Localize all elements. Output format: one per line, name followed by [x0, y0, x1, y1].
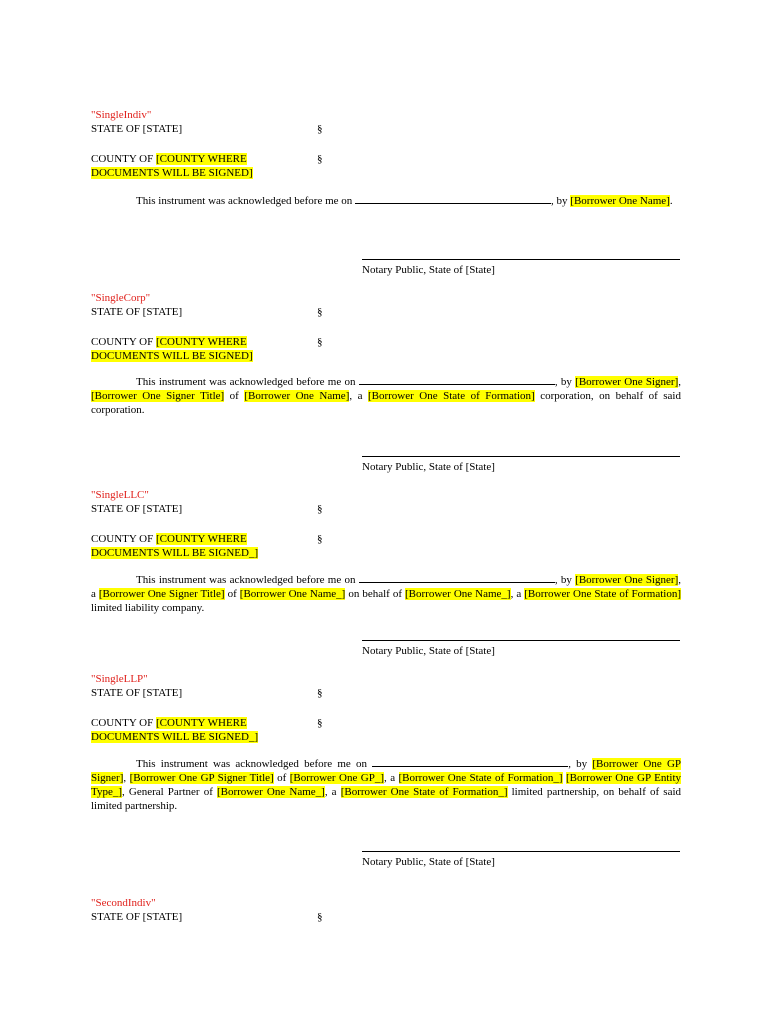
county-placeholder-2: DOCUMENTS WILL BE SIGNED] — [91, 167, 253, 179]
placeholder-field: [Borrower One Signer Title] — [91, 390, 225, 402]
placeholder-field: [Borrower One Signer] — [575, 376, 679, 388]
paragraph-text: , a — [324, 786, 341, 798]
county-placeholder-1: [COUNTY WHERE — [156, 153, 247, 165]
block-tag: "SingleIndiv" — [91, 109, 152, 121]
paragraph-text: This instrument was acknowledged before me on — [136, 758, 373, 770]
placeholder-field: [Borrower One State of Formation] — [367, 390, 535, 402]
signature-line — [362, 259, 680, 260]
placeholder-field: [Borrower One GP_] — [289, 772, 384, 784]
notary-caption: Notary Public, State of [State] — [362, 856, 495, 868]
paragraph-text: , by — [551, 195, 571, 207]
placeholder-field: [Borrower One GP Signer] — [91, 758, 682, 784]
ack-paragraph — [91, 757, 681, 813]
paragraph-text: of — [224, 588, 240, 600]
paragraph-text: , a — [349, 390, 368, 402]
block-tag: "SingleLLC" — [91, 489, 149, 501]
placeholder-field: [Borrower One State of Formation] — [524, 588, 682, 600]
state-line: STATE OF [STATE] — [91, 306, 183, 318]
notary-caption: Notary Public, State of [State] — [362, 645, 495, 657]
block-tag: "SingleCorp" — [91, 292, 151, 304]
paragraph-text: , a — [91, 574, 682, 600]
block-tag: "SecondIndiv" — [91, 897, 156, 909]
state-row — [91, 305, 681, 319]
paragraph-text: of — [273, 772, 290, 784]
date-blank-line — [359, 573, 555, 583]
section-sign: § — [317, 911, 323, 923]
paragraph-text: This instrument was acknowledged before me on — [136, 376, 359, 388]
signature-line — [362, 851, 680, 852]
paragraph-text: . — [669, 195, 673, 207]
paragraph-text: , — [123, 772, 130, 784]
date-blank-line — [359, 375, 555, 385]
paragraph-text: limited liability company. — [91, 602, 205, 614]
county-prefix: COUNTY OF — [91, 717, 156, 729]
section-sign: § — [317, 717, 323, 729]
notary-signature-block — [362, 259, 680, 277]
section-sign: § — [317, 306, 323, 318]
state-row — [91, 686, 681, 700]
ack-block-single-llp — [91, 672, 681, 813]
block-tag: "SingleLLP" — [91, 673, 148, 685]
paragraph-text: This instrument was acknowledged before me on — [136, 574, 359, 586]
placeholder-field: [Borrower One Name_] — [216, 786, 325, 798]
county-row — [91, 716, 681, 744]
state-line: STATE OF [STATE] — [91, 503, 183, 515]
signature-line — [362, 456, 680, 457]
paragraph-text: corporation, on behalf of said corporation. — [91, 390, 681, 416]
placeholder-field: [Borrower One Signer] — [575, 574, 679, 586]
notary-caption: Notary Public, State of [State] — [362, 461, 495, 473]
date-blank-line — [372, 757, 568, 767]
county-row — [91, 532, 681, 560]
placeholder-field: [Borrower One Name] — [570, 195, 670, 207]
notary-caption: Notary Public, State of [State] — [362, 264, 495, 276]
section-sign: § — [317, 153, 323, 165]
county-placeholder-1: [COUNTY WHERE — [156, 717, 247, 729]
paragraph-text: , — [678, 376, 682, 388]
signature-line — [362, 640, 680, 641]
paragraph-text: , a — [510, 588, 525, 600]
ack-paragraph — [91, 194, 681, 208]
state-line: STATE OF [STATE] — [91, 687, 183, 699]
section-sign: § — [317, 123, 323, 135]
ack-block-single-indiv — [91, 108, 681, 208]
placeholder-field: [Borrower One Name] — [244, 390, 350, 402]
paragraph-text: , by — [568, 758, 593, 770]
paragraph-text: , General Partner of — [122, 786, 217, 798]
county-placeholder-2: DOCUMENTS WILL BE SIGNED] — [91, 350, 253, 362]
state-line: STATE OF [STATE] — [91, 911, 183, 923]
county-placeholder-1: [COUNTY WHERE — [156, 533, 247, 545]
ack-block-single-llc — [91, 488, 681, 615]
paragraph-text: , by — [554, 376, 576, 388]
paragraph-text: This instrument was acknowledged before me on — [136, 195, 356, 207]
county-placeholder-2: DOCUMENTS WILL BE SIGNED_] — [91, 731, 259, 743]
notary-signature-block — [362, 456, 680, 474]
placeholder-field: [Borrower One State of Formation_] — [398, 772, 563, 784]
section-sign: § — [317, 687, 323, 699]
county-row — [91, 335, 681, 363]
county-prefix: COUNTY OF — [91, 533, 156, 545]
county-placeholder-1: [COUNTY WHERE — [156, 336, 247, 348]
section-sign: § — [317, 503, 323, 515]
placeholder-field: [Borrower One Name_] — [239, 588, 346, 600]
state-line: STATE OF [STATE] — [91, 123, 183, 135]
county-placeholder-2: DOCUMENTS WILL BE SIGNED_] — [91, 547, 259, 559]
placeholder-field: [Borrower One State of Formation_] — [340, 786, 508, 798]
section-sign: § — [317, 533, 323, 545]
paragraph-text: limited partnership, on behalf of said limited partnership. — [91, 786, 682, 812]
ack-block-single-corp — [91, 291, 681, 417]
ack-block-second-indiv — [91, 896, 681, 924]
placeholder-field: [Borrower One GP Signer Title] — [129, 772, 274, 784]
notary-signature-block — [362, 851, 680, 869]
county-row — [91, 152, 681, 180]
ack-paragraph — [91, 375, 681, 417]
paragraph-text: of — [224, 390, 245, 402]
county-prefix: COUNTY OF — [91, 336, 156, 348]
placeholder-field: [Borrower One GP Entity Type_] — [91, 772, 681, 798]
notary-signature-block — [362, 640, 680, 658]
county-prefix: COUNTY OF — [91, 153, 156, 165]
state-row — [91, 910, 681, 924]
ack-paragraph — [91, 573, 681, 615]
paragraph-text: , by — [554, 574, 576, 586]
state-row — [91, 502, 681, 516]
paragraph-text: on behalf of — [345, 588, 406, 600]
paragraph-text: , a — [384, 772, 399, 784]
date-blank-line — [355, 194, 551, 204]
section-sign: § — [317, 336, 323, 348]
state-row — [91, 122, 681, 136]
placeholder-field: [Borrower One Name_] — [405, 588, 511, 600]
placeholder-field: [Borrower One Signer Title] — [98, 588, 225, 600]
